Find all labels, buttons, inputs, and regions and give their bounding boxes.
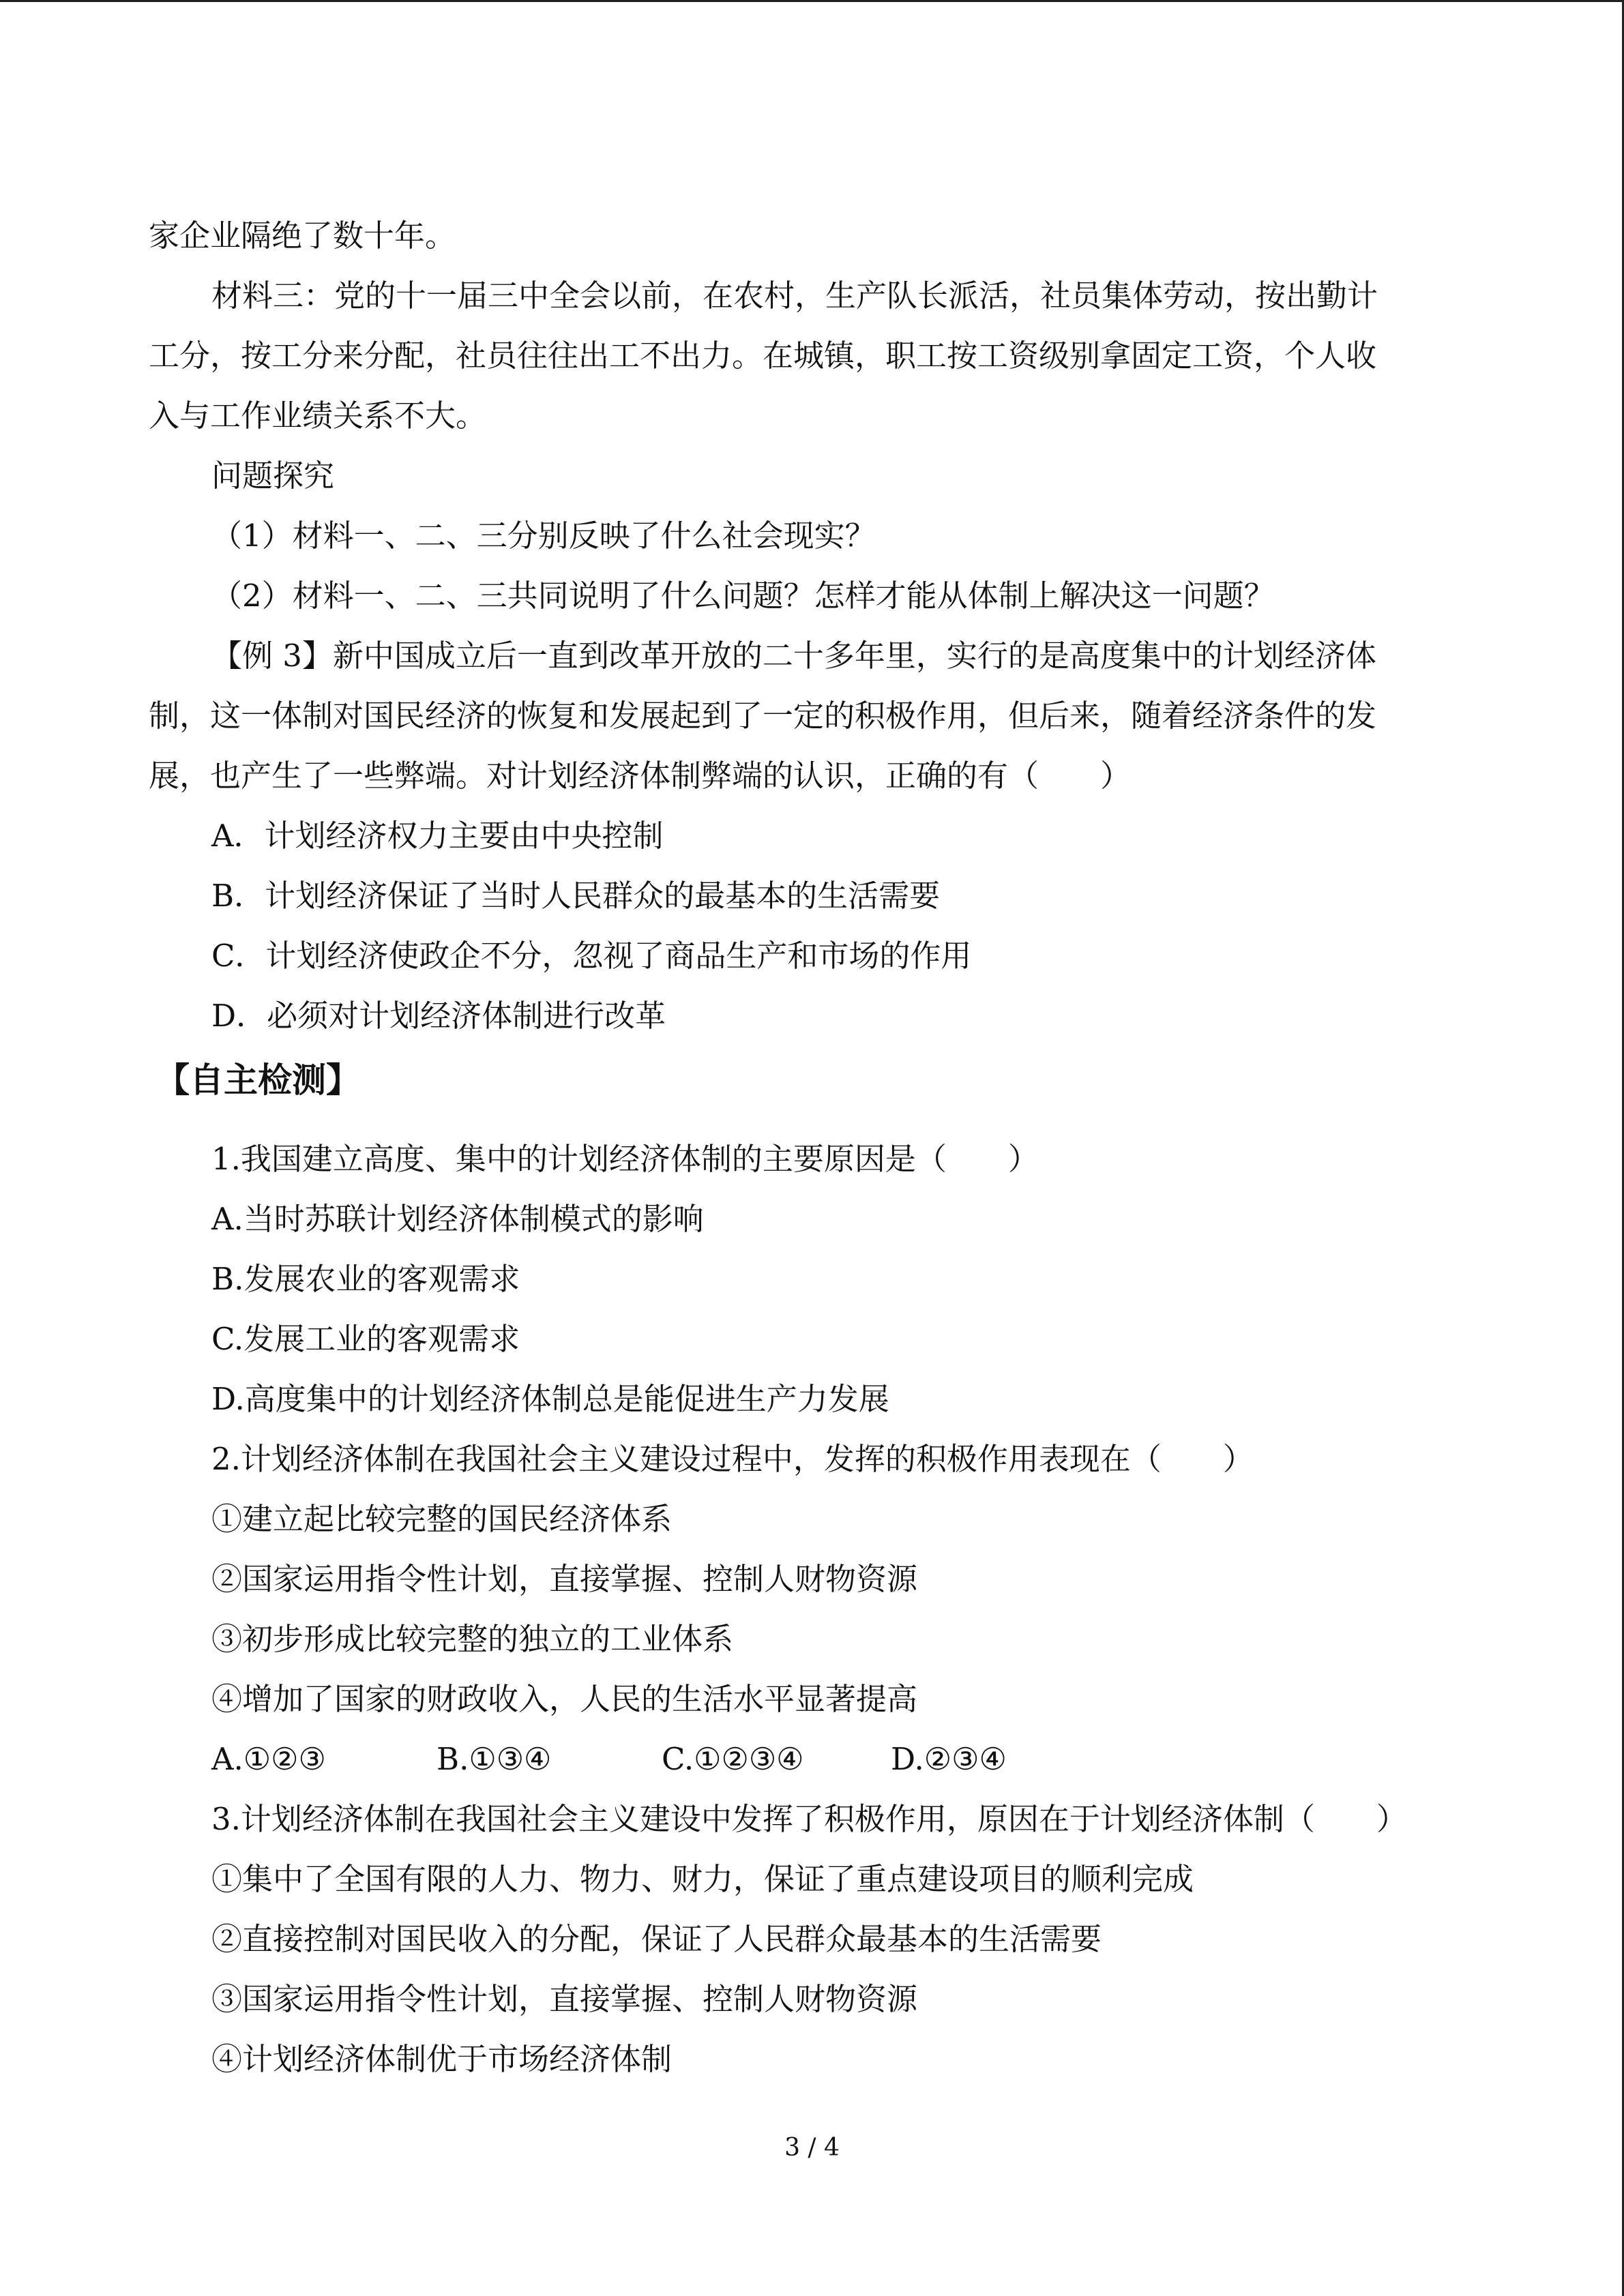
q2-choice-a: A.①②③ (211, 1741, 326, 1777)
text-line: 制，这一体制对国民经济的恢复和发展起到了一定的积极作用，但后来，随着经济条件的发 (149, 698, 1377, 734)
example-3-stem: 【例 3】新中国成立后一直到改革开放的二十多年里，实行的是高度集中的计划经济体 (211, 638, 1376, 674)
q2-stem: 2.计划经济体制在我国社会主义建设过程中，发挥的积极作用表现在（ ） (211, 1441, 1254, 1477)
q3-item-1: ①集中了全国有限的人力、物力、财力，保证了重点建设项目的顺利完成 (211, 1861, 1194, 1897)
section-heading: 【自主检测】 (156, 1060, 360, 1100)
text-line: 家企业隔绝了数十年。 (149, 218, 456, 254)
q3-stem: 3.计划经济体制在我国社会主义建设中发挥了积极作用，原因在于计划经济体制（ ） (211, 1801, 1407, 1837)
inquiry-question-2: （2）材料一、二、三共同说明了什么问题？怎样才能从体制上解决这一问题？ (211, 578, 1275, 614)
page-number: 3 / 4 (784, 2134, 840, 2162)
q2-choice-d: D.②③④ (891, 1741, 1007, 1777)
q3-item-4: ④计划经济体制优于市场经济体制 (211, 2041, 673, 2077)
q3-item-3: ③国家运用指令性计划，直接掌握、控制人财物资源 (211, 1981, 918, 2017)
material-three: 材料三：党的十一届三中全会以前，在农村，生产队长派活，社员集体劳动，按出勤计 (211, 278, 1378, 314)
example-3-option-a: A．计划经济权力主要由中央控制 (211, 818, 664, 854)
q2-choice-b: B.①③④ (437, 1741, 552, 1777)
q1-option-a: A.当时苏联计划经济体制模式的影响 (211, 1201, 704, 1237)
q2-item-2: ②国家运用指令性计划，直接掌握、控制人财物资源 (211, 1561, 918, 1597)
text-line: 入与工作业绩关系不大。 (149, 398, 487, 434)
q1-option-c: C.发展工业的客观需求 (211, 1321, 520, 1357)
q2-item-1: ①建立起比较完整的国民经济体系 (211, 1501, 673, 1537)
text-line: 展，也产生了一些弊端。对计划经济体制弊端的认识，正确的有（ ） (149, 758, 1132, 794)
q1-option-b: B.发展农业的客观需求 (211, 1261, 520, 1297)
q2-item-4: ④增加了国家的财政收入，人民的生活水平显著提高 (211, 1681, 918, 1717)
q2-choice-c: C.①②③④ (662, 1741, 804, 1777)
document-page (149, 0, 1465, 2296)
q3-item-2: ②直接控制对国民收入的分配，保证了人民群众最基本的生活需要 (211, 1921, 1102, 1957)
inquiry-label: 问题探究 (211, 458, 335, 494)
example-3-option-c: C．计划经济使政企不分，忽视了商品生产和市场的作用 (211, 938, 972, 974)
text-line: 工分，按工分来分配，社员往往出工不出力。在城镇，职工按工资级别拿固定工资，个人收 (149, 338, 1377, 374)
q1-option-d: D.高度集中的计划经济体制总是能促进生产力发展 (211, 1381, 889, 1417)
example-3-option-d: D．必须对计划经济体制进行改革 (211, 998, 666, 1034)
example-3-option-b: B．计划经济保证了当时人民群众的最基本的生活需要 (211, 878, 941, 914)
inquiry-question-1: （1）材料一、二、三分别反映了什么社会现实？ (211, 518, 876, 554)
q1-stem: 1.我国建立高度、集中的计划经济体制的主要原因是（ ） (211, 1141, 1039, 1177)
q2-item-3: ③初步形成比较完整的独立的工业体系 (211, 1621, 734, 1657)
